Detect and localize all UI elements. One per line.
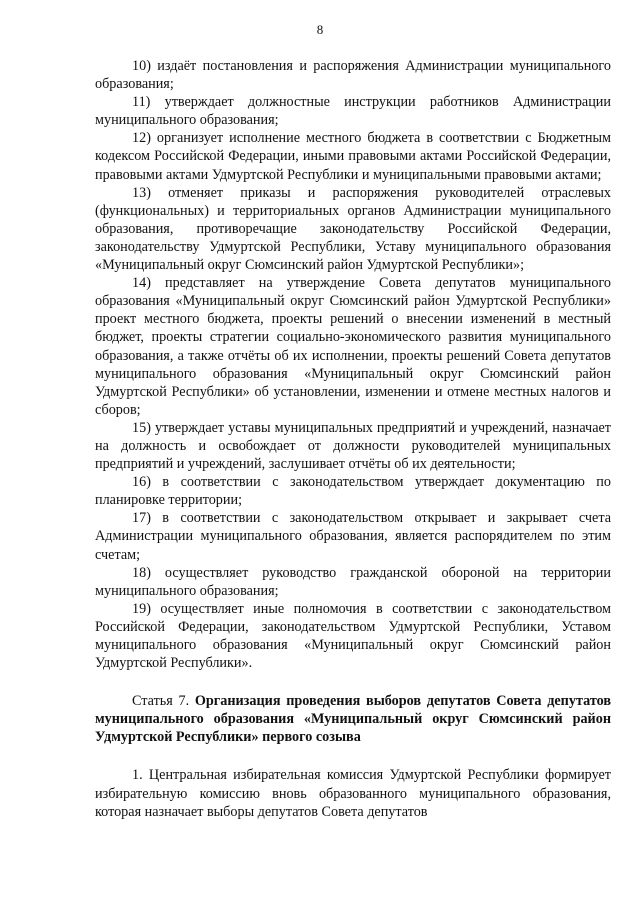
- document-body: [95, 57, 611, 821]
- list-item-10: 10) издаёт постановления и распоряжения Администрации муниципального образования;: [95, 58, 611, 93]
- article-paragraph-1: 1. Центральная избирательная комиссия Удмуртской Республики формирует избирательную комиссию вновь образованного муниципального образования, которая назначает выборы депутатов Совета депутатов: [95, 767, 611, 820]
- list-item-16: 16) в соответствии с законодательством утверждает документацию по планировке территории;: [95, 474, 611, 509]
- list-item-17: 17) в соответствии с законодательством открывает и закрывает счета Администрации муниципального образования, является распорядителем по этим счетам;: [95, 510, 611, 563]
- article-label: Статья 7.: [132, 693, 195, 710]
- list-item-18: 18) осуществляет руководство гражданской обороной на территории муниципального образования;: [95, 564, 611, 599]
- list-item-13: 13) отменяет приказы и распоряжения руководителей отраслевых (функциональных) и территориальных органов Администрации муниципального образования, противоречащие законодательству Российской Федерации, законодательству Удмуртской Республики, Уставу муниципального образования «Муниципальный округ Сюмсинский район Удмуртской Республики»;: [95, 184, 611, 274]
- list-item-11: 11) утверждает должностные инструкции работников Администрации муниципального образования;: [95, 94, 611, 129]
- article-title: Организация проведения выборов депутатов Совета депутатов муниципального образования «Муниципальный округ Сюмсинский район Удмуртской Республики» первого созыва: [95, 693, 611, 746]
- list-item-19: 19) осуществляет иные полномочия в соответствии с законодательством Российской Федерации, законодательством Удмуртской Республики, Уставом муниципального образования «Муниципальный округ Сюмсинский район Удмуртской Республики».: [95, 600, 611, 672]
- page-number: 8: [316, 22, 324, 37]
- list-item-12: 12) организует исполнение местного бюджета в соответствии с Бюджетным кодексом Российской Федерации, иными правовыми актами Российской Федерации, правовыми актами Удмуртской Республики и муниципальными правовыми актами;: [95, 130, 611, 183]
- article-heading: [95, 692, 611, 746]
- list-item-14: 14) представляет на утверждение Совета депутатов муниципального образования «Муниципальный округ Сюмсинский район Удмуртской Республики» проект местного бюджета, проекты решений о внесении изменений в местный бюджет, проекты стратегии социально-экономического развития муниципального образования, а также отчёты об их исполнении, проекты решений Совета депутатов муниципального образования «Муниципальный округ Сюмсинский район Удмуртской Республики» об установлении, изменении и отмене местных налогов и сборов;: [95, 275, 611, 418]
- list-item-15: 15) утверждает уставы муниципальных предприятий и учреждений, назначает на должность и освобождает от должности руководителей муниципальных предприятий и учреждений, заслушивает отчёты об их деятельности;: [95, 419, 611, 473]
